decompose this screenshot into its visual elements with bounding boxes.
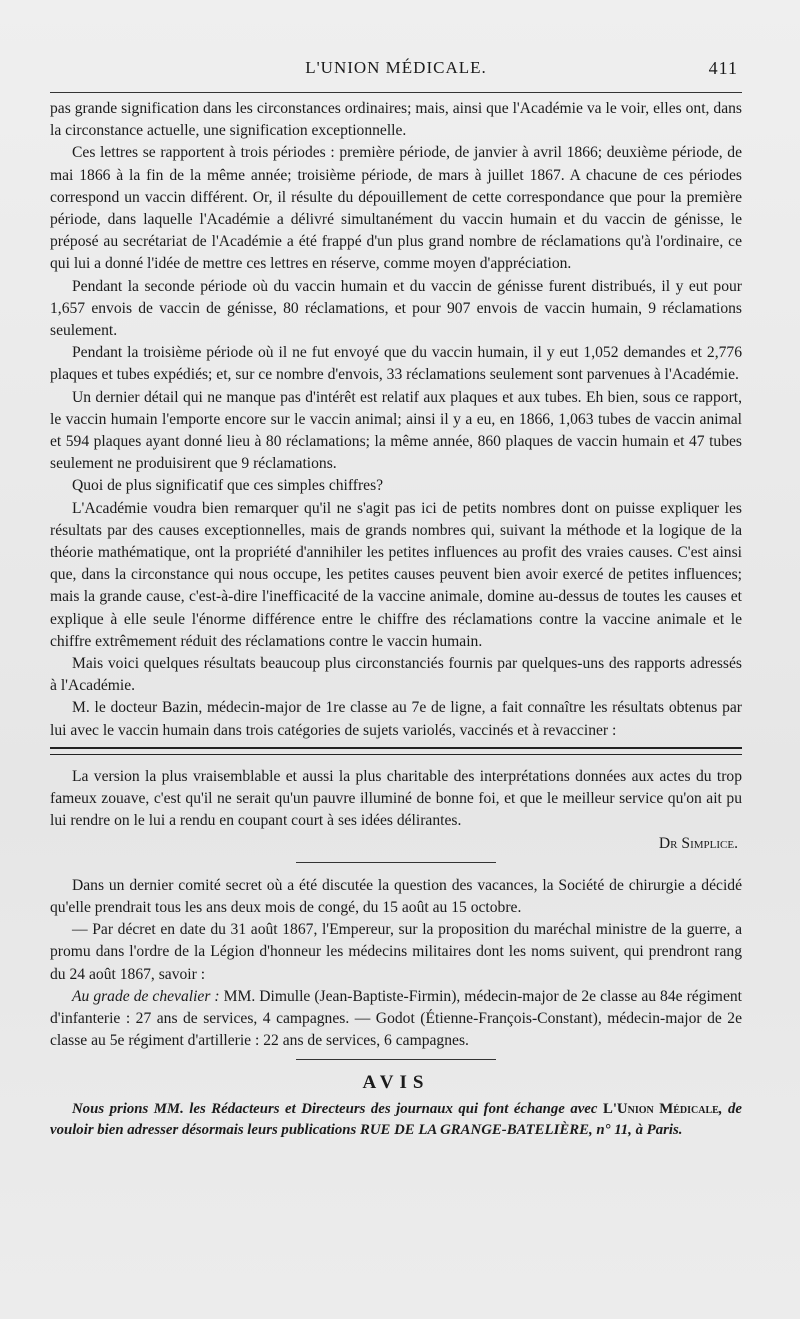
article-paragraph: Quoi de plus significatif que ces simples chiffres?: [72, 477, 384, 495]
signature: Dr Simplice.: [658, 834, 738, 852]
running-head: [50, 58, 742, 82]
article-paragraph: M. le docteur Bazin, médecin-major de 1re classe au 7e de ligne, a fait connaître les résultats obtenus par lui avec le vaccin humain dans trois catégories de sujets variolés, vaccinés et à revacciner :: [50, 699, 742, 739]
avis-notice: [50, 1072, 742, 1140]
journal-title: L'UNION MÉDICALE.: [305, 58, 487, 77]
short-divider: [296, 1059, 496, 1060]
article-paragraph: L'Académie voudra bien remarquer qu'il ne s'agit pas ici de petits nombres dont on puisse expliquer les résultats par des causes exceptionnelles, mais de grands nombres qui, suivant la méthode et la logique de la théorie mathématique, ont la propriété d'annihiler les petites influences au profit des vraies causes. C'est ainsi que, dans la circonstance qui nous occupe, les petites causes peuvent bien avoir exercé de petites influences; mais la grande cause, c'est-à-dire l'inefficacité de la vaccine animale, domine au-dessus de toutes les causes et explique à elle seule l'énorme différence entre le chiffre des réclamations contre la vaccine animale et le chiffre extrêmement réduit des réclamations contre le vaccin humain.: [50, 499, 742, 650]
vaccine-article: [50, 98, 742, 742]
article-paragraph: pas grande signification dans les circonstances ordinaires; mais, ainsi que l'Académie va le voir, elles ont, dans la circonstance actuelle, une signification exceptionnelle.: [50, 100, 742, 140]
short-divider: [296, 862, 496, 863]
avis-journal-name: L'Union Médicale: [602, 1100, 719, 1117]
section-divider: [50, 747, 742, 755]
avis-text-b: , de vouloir bien adresser désormais leurs publications RUE DE LA GRANGE-BATELIÈRE, n° 11, à Paris.: [50, 1100, 742, 1138]
article-paragraph: Un dernier détail qui ne manque pas d'intérêt est relatif aux plaques et aux tubes. Eh bien, sous ce rapport, le vaccin humain l'emporte encore sur le vaccin animal; ainsi il y a eu, en 1866, 1,063 tubes de vaccin animal et 594 plaques ayant donné lieu à 80 réclamations; la même année, 860 plaques de vaccin humain et 47 tubes seulement ne produisirent que 9 réclamations.: [50, 388, 742, 473]
news-text: MM. Dimulle (Jean-Baptiste-Firmin), médecin-major de 2e classe au 84e régiment d'infanterie : 27 ans de services, 4 campagnes. — Godot (Étienne-François-Constant), médecin-major de 2e classe au 5e régiment d'artillerie : 22 ans de services, 6 campagnes.: [50, 987, 742, 1050]
avis-text-a: Nous prions MM. les Rédacteurs et Directeurs des journaux qui font échange avec: [72, 1100, 603, 1117]
news-items: [50, 875, 742, 1053]
news-paragraph: [50, 986, 742, 1053]
article-paragraph: Ces lettres se rapportent à trois périodes : première période, de janvier à avril 1866; deuxième période, de mai 1866 à la fin de la même année; troisième période, de mars à juillet 1867. A chacune de ces périodes correspond un vaccin différent. Or, il résulte du dépouillement de cette correspondance que pour la première période, dans laquelle l'Académie a délivré simultanément du vaccin humain et du vaccin de génisse, le préposé au secrétariat de l'Académie a été frappé d'un plus grand nombre de réclamations qu'à l'ordinaire, ce qui lui a donné l'idée de mettre ces lettres en réserve, comme moyen d'appréciation.: [50, 144, 742, 273]
feuilleton-note: [50, 766, 742, 855]
page-number: 411: [708, 58, 738, 78]
page-body: [50, 98, 742, 1141]
news-paragraph: — Par décret en date du 31 août 1867, l'Empereur, sur la proposition du maréchal ministre de la guerre, a promu dans l'ordre de la Légion d'honneur les médecins militaires dont les noms suivent, qui prendront rang du 24 août 1867, savoir :: [50, 921, 742, 983]
news-paragraph: Dans un dernier comité secret où a été discutée la question des vacances, la Société de chirurgie a décidé qu'elle prendrait tous les ans deux mois de congé, du 15 août au 15 octobre.: [50, 876, 742, 916]
article-paragraph: Pendant la seconde période où du vaccin humain et du vaccin de génisse furent distribués, il y eut pour 1,657 envois de vaccin de génisse, 80 réclamations, et pour 907 envois de vaccin humain, 9 réclamations seulement.: [50, 277, 742, 340]
header-rule: [50, 92, 742, 93]
avis-text: [50, 1099, 742, 1141]
news-lead: Au grade de chevalier :: [72, 987, 220, 1005]
note-paragraph: La version la plus vraisemblable et aussi la plus charitable des interprétations données aux actes du trop fameux zouave, c'est qu'il ne serait qu'un pauvre illuminé de bonne foi, et que le meilleur service qu'on ait pu lui rendre on le lui a rendu en coupant court à ses idées délirantes.: [50, 767, 742, 830]
avis-title: AVIS: [362, 1072, 430, 1094]
article-paragraph: Pendant la troisième période où il ne fut envoyé que du vaccin humain, il y eut 1,052 demandes et 2,776 plaques et tubes expédiés; et, sur ce nombre d'envois, 33 réclamations seulement sont parvenues à l'Académie.: [50, 344, 742, 384]
article-paragraph: Mais voici quelques résultats beaucoup plus circonstanciés fournis par quelques-uns des rapports adressés à l'Académie.: [50, 655, 742, 695]
